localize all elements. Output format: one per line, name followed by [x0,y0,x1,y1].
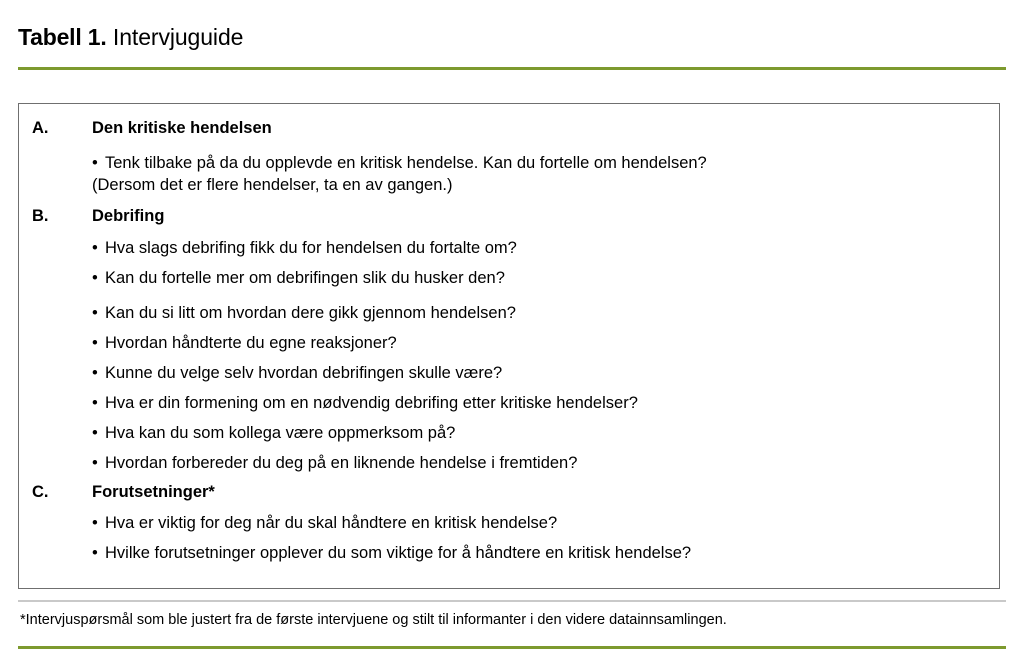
table-section-c-heading [19,480,999,504]
section-letter-a: A. [32,119,49,137]
list-item [92,237,517,259]
caption-accent-rule [18,67,1006,70]
list-item [92,362,502,384]
list-item-text: Hvilke forutsetninger opplever du som viktige for å håndtere en kritisk hendelse? [105,544,692,562]
section-title-b: Debrifing [92,207,165,225]
footnote-text: *Intervjuspørsmål som ble justert fra de første intervjuene og stilt til informanter i den videre datainnsamlingen. [20,612,727,628]
table-number-label: Tabell 1. [18,24,107,50]
bullet-icon: • [92,304,98,322]
list-item [92,302,516,324]
footnote-separator-rule [18,600,1006,602]
bullet-icon: • [92,334,98,352]
list-item [92,542,691,564]
list-item-text: Hva er din formening om en nødvendig debrifing etter kritiske hendelser? [105,394,638,412]
bullet-icon: • [92,394,98,412]
list-item-text: Hva slags debrifing fikk du for hendelsen du fortalte om? [105,239,517,257]
table-section-b-heading [19,204,999,228]
list-item-text: Kan du fortelle mer om debrifingen slik du husker den? [105,269,505,287]
list-item [92,422,455,444]
list-item [92,332,397,354]
bottom-accent-rule [18,646,1006,649]
list-item [92,452,577,474]
bullet-icon: • [92,454,98,472]
list-item-continuation: (Dersom det er flere hendelser, ta en av gangen.) [92,176,453,194]
table-title-text: Intervjuguide [112,24,244,50]
list-item-text: Hvordan håndterte du egne reaksjoner? [105,334,397,352]
bullet-icon: • [92,364,98,382]
section-title-a: Den kritiske hendelsen [92,119,272,137]
list-item [92,152,707,174]
interview-guide-table [18,103,1000,589]
bullet-icon: • [92,544,98,562]
list-item-text: Hva kan du som kollega være oppmerksom på? [105,424,456,442]
page-title [18,22,243,52]
list-item-text: Hvordan forbereder du deg på en liknende hendelse i fremtiden? [105,454,578,472]
list-item-text: Kan du si litt om hvordan dere gikk gjennom hendelsen? [105,304,516,322]
list-item [92,392,638,414]
section-title-c: Forutsetninger* [92,483,215,501]
list-item [92,267,505,289]
list-item-text: Hva er viktig for deg når du skal håndtere en kritisk hendelse? [105,514,558,532]
list-item [92,512,557,534]
table-section-a-heading [19,116,999,140]
bullet-icon: • [92,154,98,172]
list-item-text: Kunne du velge selv hvordan debrifingen skulle være? [105,364,503,382]
section-letter-c: C. [32,483,49,501]
bullet-icon: • [92,239,98,257]
bullet-icon: • [92,269,98,287]
bullet-icon: • [92,514,98,532]
bullet-icon: • [92,424,98,442]
section-letter-b: B. [32,207,49,225]
list-item-text: Tenk tilbake på da du opplevde en kritisk hendelse. Kan du fortelle om hendelsen? [105,154,707,172]
